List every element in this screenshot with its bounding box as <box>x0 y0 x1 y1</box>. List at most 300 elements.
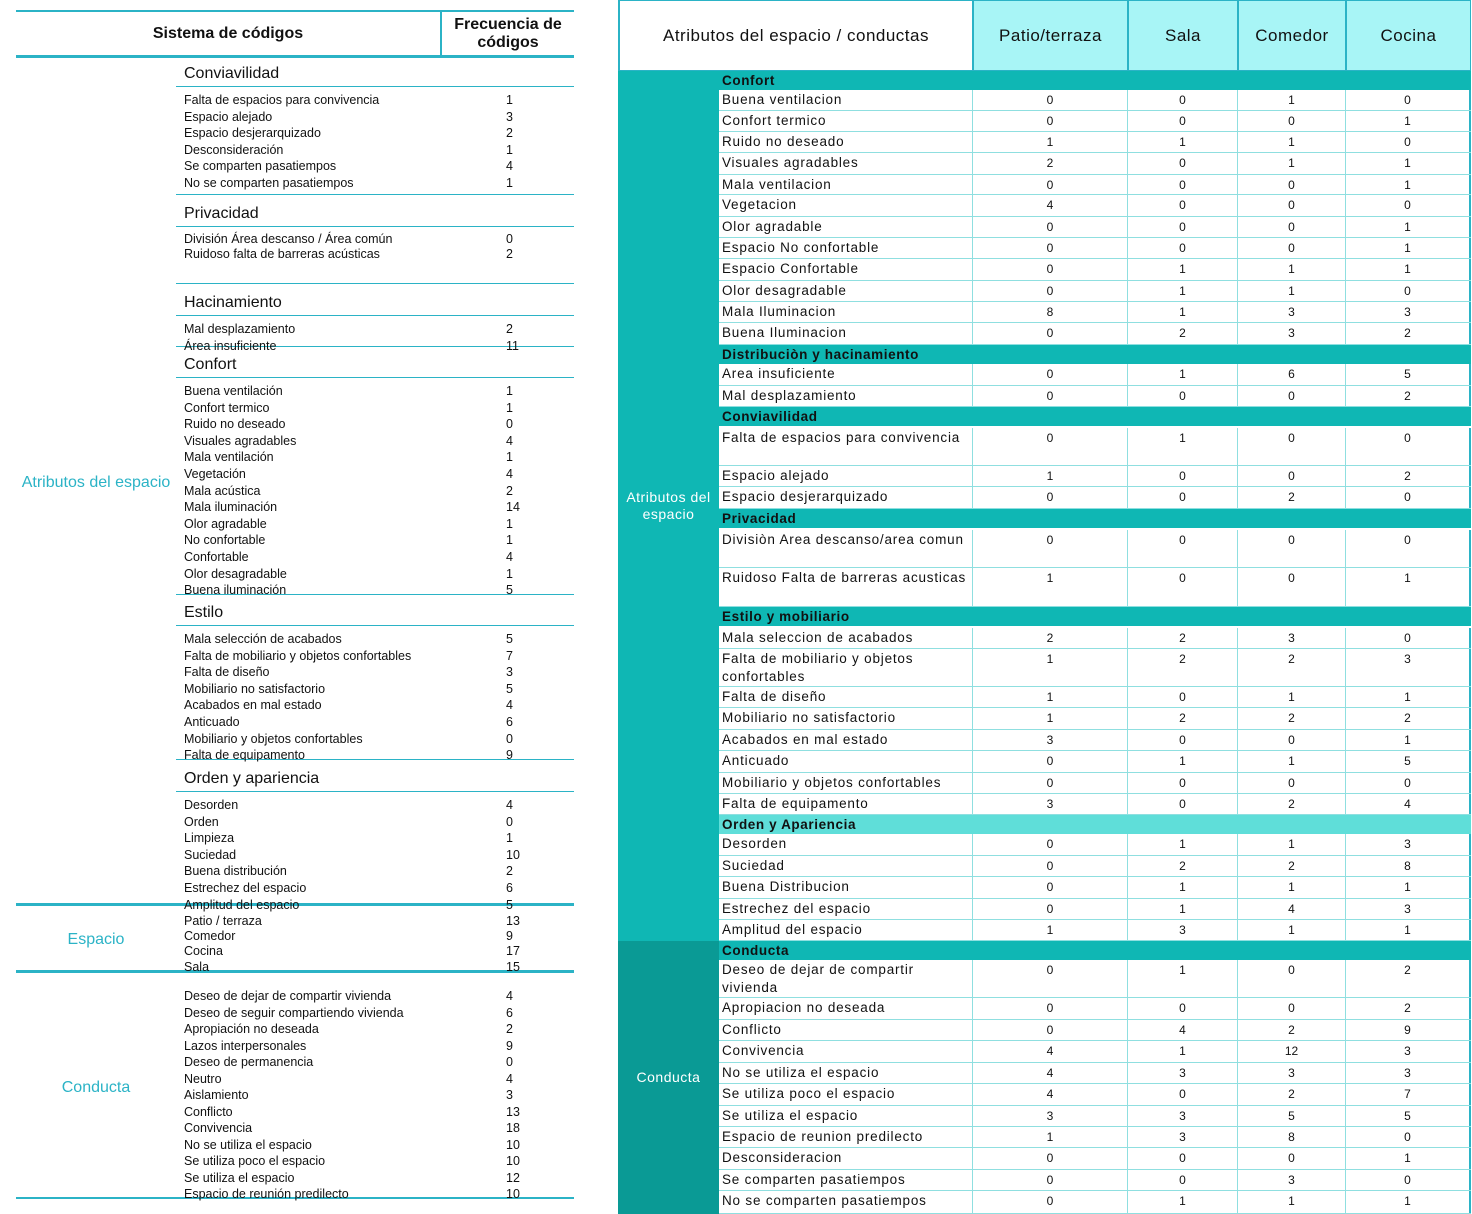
right-row-label: Mala Iluminacion <box>719 302 973 322</box>
left-item-value: 7 <box>506 648 513 663</box>
left-item-label: Patio / terraza <box>184 914 262 928</box>
left-item-label: Anticuado <box>184 714 240 729</box>
right-table-row <box>719 487 1471 509</box>
right-table-row <box>719 302 1471 323</box>
value-cocina: 3 <box>1346 302 1471 322</box>
left-item-label: Ruidoso falta de barreras acústicas <box>184 246 380 261</box>
value-comedor: 2 <box>1238 1084 1346 1105</box>
left-item-label: Mala acústica <box>184 483 261 498</box>
right-table-row <box>719 834 1471 856</box>
left-item-label: Ruido no deseado <box>184 417 286 432</box>
left-item-value: 5 <box>506 583 513 598</box>
left-item-row <box>184 1104 574 1121</box>
value-sala: 1 <box>1128 302 1238 322</box>
right-table-row <box>719 1127 1471 1148</box>
value-cocina: 3 <box>1346 1041 1471 1062</box>
left-item-label: Convivencia <box>184 1121 253 1135</box>
value-sala: 1 <box>1128 1041 1238 1062</box>
left-item-label: Buena distribución <box>184 864 287 879</box>
value-patio-terraza: 3 <box>973 1106 1128 1126</box>
value-sala: 0 <box>1128 730 1238 750</box>
value-sala: 1 <box>1128 960 1238 997</box>
right-table-row <box>719 877 1471 899</box>
value-cocina: 1 <box>1346 920 1471 940</box>
value-comedor: 0 <box>1238 568 1346 606</box>
value-comedor: 0 <box>1238 1148 1346 1169</box>
right-row-label: Acabados en mal estado <box>719 730 973 750</box>
left-item-value: 1 <box>506 450 513 465</box>
value-cocina: 1 <box>1346 175 1471 194</box>
left-item-row <box>184 897 574 914</box>
value-comedor: 4 <box>1238 899 1346 919</box>
left-item-value: 2 <box>506 246 513 261</box>
value-cocina: 3 <box>1346 899 1471 919</box>
right-row-label: Espacio No confortable <box>719 238 973 258</box>
header-sala: Sala <box>1128 0 1238 71</box>
right-table-row <box>719 899 1471 920</box>
value-sala: 1 <box>1128 834 1238 855</box>
right-row-label: Espacio alejado <box>719 466 973 486</box>
value-cocina: 1 <box>1346 153 1471 174</box>
value-cocina: 3 <box>1346 1063 1471 1083</box>
left-item-row <box>184 1186 574 1203</box>
left-item-label: Apropiación no deseada <box>184 1022 319 1036</box>
right-table-row <box>719 856 1471 877</box>
value-patio-terraza: 0 <box>973 259 1128 280</box>
left-item-label: Visuales agradables <box>184 433 297 448</box>
header-atributos-conductas: Atributos del espacio / conductas <box>618 0 973 71</box>
right-row-label: Area insuficiente <box>719 364 973 385</box>
right-table-row <box>719 111 1471 132</box>
left-item-value: 1 <box>506 566 513 581</box>
value-patio-terraza: 0 <box>973 111 1128 131</box>
value-patio-terraza: 1 <box>973 920 1128 940</box>
right-row-label: Desconsideracion <box>719 1148 973 1169</box>
left-item-row <box>184 566 574 583</box>
left-item-label: Vegetación <box>184 466 246 481</box>
right-table-row <box>719 1063 1471 1084</box>
left-item-label: Espacio de reunión predilecto <box>184 1187 349 1201</box>
right-table-row <box>719 386 1471 407</box>
value-patio-terraza: 0 <box>973 364 1128 385</box>
left-section-title: Privacidad <box>176 200 574 227</box>
value-cocina: 1 <box>1346 568 1471 606</box>
left-section-title: Confort <box>176 351 574 378</box>
value-sala: 0 <box>1128 1148 1238 1169</box>
left-item-value: 2 <box>506 126 513 141</box>
left-item-row <box>184 797 574 814</box>
left-item-row <box>184 1087 574 1104</box>
left-item-value: 2 <box>506 483 513 498</box>
left-item-value: 9 <box>506 1038 513 1053</box>
value-cocina: 0 <box>1346 487 1471 508</box>
left-item-value: 10 <box>506 1137 520 1152</box>
left-item-value: 11 <box>506 338 519 353</box>
left-item-value: 15 <box>506 959 520 974</box>
right-row-label: Falta de equipamento <box>719 794 973 814</box>
right-table-row <box>719 217 1471 238</box>
right-section-header: Orden y Apariencia <box>719 815 1471 834</box>
left-item-value: 0 <box>506 1055 513 1069</box>
value-cocina: 2 <box>1346 386 1471 406</box>
left-item-label: No se utiliza el espacio <box>184 1137 312 1152</box>
left-item-row <box>184 631 574 648</box>
value-cocina: 1 <box>1346 217 1471 237</box>
left-item-row <box>184 830 574 847</box>
left-item-label: Confort termico <box>184 400 270 415</box>
left-item-row <box>184 1038 574 1055</box>
left-item-label: Falta de espacios para convivencia <box>184 93 380 107</box>
espacio-list <box>176 914 574 975</box>
right-table-row <box>719 1170 1471 1191</box>
left-item-value: 4 <box>506 698 513 713</box>
left-item-row <box>184 1054 574 1071</box>
value-patio-terraza: 0 <box>973 175 1128 194</box>
right-table-row <box>719 195 1471 217</box>
value-patio-terraza: 4 <box>973 1063 1128 1083</box>
right-row-label: Deseo de dejar de compartir vivienda <box>719 960 973 997</box>
left-item-row <box>184 697 574 714</box>
left-item-label: Falta de diseño <box>184 665 270 680</box>
left-item-label: Buena iluminación <box>184 583 287 598</box>
value-patio-terraza: 1 <box>973 687 1128 707</box>
value-cocina: 0 <box>1346 132 1471 152</box>
left-item-row <box>184 960 574 975</box>
value-comedor: 3 <box>1238 302 1346 322</box>
right-table-row <box>719 90 1471 111</box>
header-cocina: Cocina <box>1346 0 1471 71</box>
left-item-row <box>184 549 574 566</box>
right-table-row <box>719 687 1471 708</box>
value-cocina: 0 <box>1346 428 1471 465</box>
right-row-label: Mobiliario y objetos confortables <box>719 773 973 793</box>
value-comedor: 0 <box>1238 386 1346 406</box>
left-item-label: Cocina <box>184 944 223 959</box>
value-sala: 2 <box>1128 323 1238 344</box>
category-espacio: Espacio <box>67 930 125 948</box>
left-item-row <box>184 247 574 262</box>
value-patio-terraza: 4 <box>973 1041 1128 1062</box>
left-item-row <box>184 1137 574 1154</box>
value-cocina: 1 <box>1346 111 1471 131</box>
left-section-title: Conviavilidad <box>176 60 574 87</box>
right-table-row <box>719 649 1471 687</box>
value-comedor: 1 <box>1238 877 1346 898</box>
value-patio-terraza: 1 <box>973 466 1128 486</box>
left-item-value: 9 <box>506 748 513 763</box>
left-item-label: Espacio alejado <box>184 109 273 124</box>
right-row-label: Se utiliza el espacio <box>719 1106 973 1126</box>
right-table-row <box>719 1084 1471 1106</box>
value-sala: 4 <box>1128 1020 1238 1040</box>
left-item-label: Mala selección de acabados <box>184 632 342 646</box>
value-patio-terraza: 0 <box>973 998 1128 1019</box>
value-patio-terraza: 1 <box>973 568 1128 606</box>
value-sala: 0 <box>1128 568 1238 606</box>
left-item-row <box>184 664 574 681</box>
left-section <box>176 351 574 598</box>
left-item-label: Desorden <box>184 798 239 812</box>
band-conducta: Conducta <box>618 941 719 1214</box>
left-item-row <box>184 1170 574 1187</box>
value-comedor: 0 <box>1238 238 1346 258</box>
left-section-body <box>176 87 574 195</box>
left-item-value: 4 <box>506 433 513 448</box>
right-row-label: Ruidoso Falta de barreras acusticas <box>719 568 973 606</box>
right-table-row <box>719 323 1471 345</box>
right-section-header: Distribuciòn y hacinamiento <box>719 345 1471 364</box>
value-cocina: 0 <box>1346 281 1471 301</box>
right-row-label: Mobiliario no satisfactorio <box>719 708 973 729</box>
value-sala: 1 <box>1128 1191 1238 1213</box>
value-comedor: 3 <box>1238 1170 1346 1190</box>
left-item-row <box>184 1153 574 1170</box>
left-item-label: Mala iluminación <box>184 500 278 515</box>
left-item-row <box>184 383 574 400</box>
left-item-value: 0 <box>506 731 513 746</box>
right-row-label: Espacio Confortable <box>719 259 973 280</box>
value-cocina: 3 <box>1346 834 1471 855</box>
value-patio-terraza: 0 <box>973 530 1128 567</box>
right-row-label: Olor agradable <box>719 217 973 237</box>
value-comedor: 2 <box>1238 1020 1346 1040</box>
right-table-row <box>719 773 1471 794</box>
value-patio-terraza: 0 <box>973 238 1128 258</box>
value-sala: 0 <box>1128 487 1238 508</box>
left-item-value: 4 <box>506 798 513 812</box>
left-item-row <box>184 1021 574 1038</box>
left-item-value: 1 <box>506 384 513 398</box>
left-item-label: Mobiliario no satisfactorio <box>184 681 326 696</box>
value-sala: 1 <box>1128 877 1238 898</box>
right-table-row <box>719 364 1471 386</box>
value-patio-terraza: 0 <box>973 1020 1128 1040</box>
value-cocina: 7 <box>1346 1084 1471 1105</box>
value-cocina: 5 <box>1346 364 1471 385</box>
header-sistema-de-codigos: Sistema de códigos <box>152 24 304 42</box>
value-sala: 0 <box>1128 153 1238 174</box>
value-sala: 0 <box>1128 111 1238 131</box>
left-item-value: 3 <box>506 1088 513 1102</box>
left-item-value: 2 <box>506 322 513 336</box>
value-comedor: 0 <box>1238 217 1346 237</box>
right-row-label: Olor desagradable <box>719 281 973 301</box>
left-item-label: Suciedad <box>184 847 237 862</box>
left-item-value: 17 <box>506 944 520 959</box>
right-table-row <box>719 568 1471 607</box>
value-comedor: 1 <box>1238 153 1346 174</box>
left-item-label: Falta de equipamento <box>184 748 305 763</box>
left-item-label: Espacio desjerarquizado <box>184 126 321 141</box>
left-item-label: Neutro <box>184 1071 222 1086</box>
left-item-label: No se comparten pasatiempos <box>184 175 354 190</box>
right-row-label: No se utiliza el espacio <box>719 1063 973 1083</box>
value-cocina: 2 <box>1346 960 1471 997</box>
value-patio-terraza: 1 <box>973 132 1128 152</box>
left-item-value: 10 <box>506 1154 520 1168</box>
right-section-header: Privacidad <box>719 509 1471 528</box>
left-item-row <box>184 988 574 1005</box>
value-patio-terraza: 1 <box>973 708 1128 729</box>
value-sala: 0 <box>1128 998 1238 1019</box>
right-section-header: Conducta <box>719 941 1471 960</box>
value-cocina: 0 <box>1346 628 1471 648</box>
value-patio-terraza: 4 <box>973 1084 1128 1105</box>
value-sala: 1 <box>1128 751 1238 772</box>
value-sala: 1 <box>1128 132 1238 152</box>
right-row-label: Espacio desjerarquizado <box>719 487 973 508</box>
left-section <box>176 200 574 284</box>
value-comedor: 1 <box>1238 834 1346 855</box>
left-item-row <box>184 944 574 959</box>
value-patio-terraza: 0 <box>973 487 1128 508</box>
value-patio-terraza: 1 <box>973 649 1128 686</box>
left-item-row <box>184 516 574 533</box>
value-sala: 0 <box>1128 386 1238 406</box>
left-section <box>176 765 574 912</box>
left-item-label: No confortable <box>184 533 266 548</box>
value-comedor: 1 <box>1238 1191 1346 1213</box>
value-cocina: 2 <box>1346 466 1471 486</box>
left-item-value: 0 <box>506 417 513 432</box>
right-table-row <box>719 628 1471 649</box>
right-row-label: Convivencia <box>719 1041 973 1062</box>
left-item-value: 14 <box>506 500 520 515</box>
right-row-label: Falta de mobiliario y objetos confortables <box>719 649 973 686</box>
right-row-label: Mala ventilacion <box>719 175 973 194</box>
right-row-label: Falta de espacios para convivencia <box>719 428 973 465</box>
value-sala: 0 <box>1128 530 1238 567</box>
left-item-row <box>184 142 574 159</box>
left-item-label: Conflicto <box>184 1104 233 1119</box>
left-item-value: 10 <box>506 1187 520 1201</box>
value-comedor: 0 <box>1238 195 1346 216</box>
value-patio-terraza: 0 <box>973 834 1128 855</box>
left-item-label: Comedor <box>184 929 236 944</box>
right-section-header: Confort <box>719 71 1471 90</box>
value-patio-terraza: 4 <box>973 195 1128 216</box>
left-item-row <box>184 747 574 764</box>
value-cocina: 0 <box>1346 90 1471 110</box>
value-cocina: 0 <box>1346 195 1471 216</box>
value-sala: 3 <box>1128 1063 1238 1083</box>
left-section-body <box>176 316 574 353</box>
left-item-value: 1 <box>506 175 513 190</box>
conducta-list <box>176 988 574 1203</box>
left-item-row <box>184 400 574 417</box>
left-item-label: Se utiliza el espacio <box>184 1170 295 1185</box>
right-table-row <box>719 794 1471 815</box>
value-sala: 3 <box>1128 1127 1238 1147</box>
left-section-body <box>176 792 574 912</box>
right-row-label: Buena Iluminacion <box>719 323 973 344</box>
value-cocina: 0 <box>1346 1127 1471 1147</box>
value-patio-terraza: 0 <box>973 1148 1128 1169</box>
value-sala: 1 <box>1128 428 1238 465</box>
value-comedor: 0 <box>1238 773 1346 793</box>
right-row-label: Espacio de reunion predilecto <box>719 1127 973 1147</box>
right-row-label: Buena ventilacion <box>719 90 973 110</box>
value-sala: 0 <box>1128 217 1238 237</box>
header-frecuencia: Frecuencia de códigos <box>440 12 574 55</box>
value-cocina: 8 <box>1346 856 1471 876</box>
right-row-label: Visuales agradables <box>719 153 973 174</box>
left-item-label: Deseo de seguir compartiendo vivienda <box>184 1005 404 1020</box>
left-item-row <box>184 880 574 897</box>
left-item-label: Área insuficiente <box>184 338 277 353</box>
value-cocina: 9 <box>1346 1020 1471 1040</box>
right-table-row <box>719 998 1471 1020</box>
left-item-label: Mobiliario y objetos confortables <box>184 731 363 746</box>
left-item-value: 4 <box>506 549 513 564</box>
value-sala: 2 <box>1128 708 1238 729</box>
value-patio-terraza: 0 <box>973 281 1128 301</box>
left-item-row <box>184 433 574 450</box>
value-cocina: 1 <box>1346 238 1471 258</box>
value-sala: 0 <box>1128 1084 1238 1105</box>
right-table-row <box>719 281 1471 302</box>
right-row-label: Anticuado <box>719 751 973 772</box>
value-comedor: 2 <box>1238 708 1346 729</box>
value-comedor: 8 <box>1238 1127 1346 1147</box>
right-table-header <box>618 0 1471 71</box>
left-item-row <box>184 175 574 192</box>
category-conducta: Conducta <box>61 1079 131 1096</box>
left-item-value: 5 <box>506 897 513 912</box>
left-section-title: Orden y apariencia <box>176 765 574 792</box>
value-sala: 0 <box>1128 90 1238 110</box>
value-sala: 0 <box>1128 773 1238 793</box>
value-cocina: 2 <box>1346 708 1471 729</box>
left-item-row <box>184 125 574 142</box>
left-item-row <box>184 731 574 748</box>
left-item-row <box>184 929 574 944</box>
value-comedor: 0 <box>1238 730 1346 750</box>
left-item-row <box>184 321 574 338</box>
value-cocina: 0 <box>1346 773 1471 793</box>
right-row-label: Suciedad <box>719 856 973 876</box>
value-comedor: 3 <box>1238 628 1346 648</box>
right-table-row <box>719 960 1471 998</box>
left-code-table <box>16 10 574 1202</box>
value-patio-terraza: 2 <box>973 153 1128 174</box>
left-section-body <box>176 626 574 763</box>
value-sala: 2 <box>1128 628 1238 648</box>
left-item-row <box>184 449 574 466</box>
value-cocina: 2 <box>1346 998 1471 1019</box>
left-item-row <box>184 1120 574 1137</box>
right-row-label: Mala seleccion de acabados <box>719 628 973 648</box>
category-atributos-del-espacio: Atributos del espacio <box>21 473 171 491</box>
value-cocina: 3 <box>1346 649 1471 686</box>
right-table-row <box>719 466 1471 487</box>
left-item-row <box>184 466 574 483</box>
left-item-value: 5 <box>506 632 513 646</box>
left-item-value: 6 <box>506 1005 513 1020</box>
right-table-row <box>719 751 1471 773</box>
left-table-header <box>16 10 574 58</box>
left-item-label: Limpieza <box>184 831 235 846</box>
left-item-row <box>184 914 574 929</box>
value-patio-terraza: 1 <box>973 1127 1128 1147</box>
left-item-row <box>184 681 574 698</box>
left-item-label: Se utiliza poco el espacio <box>184 1154 326 1168</box>
left-item-value: 4 <box>506 466 513 481</box>
left-item-row <box>184 582 574 599</box>
left-item-value: 6 <box>506 880 513 895</box>
left-item-label: Orden <box>184 814 219 829</box>
left-section <box>176 289 574 353</box>
